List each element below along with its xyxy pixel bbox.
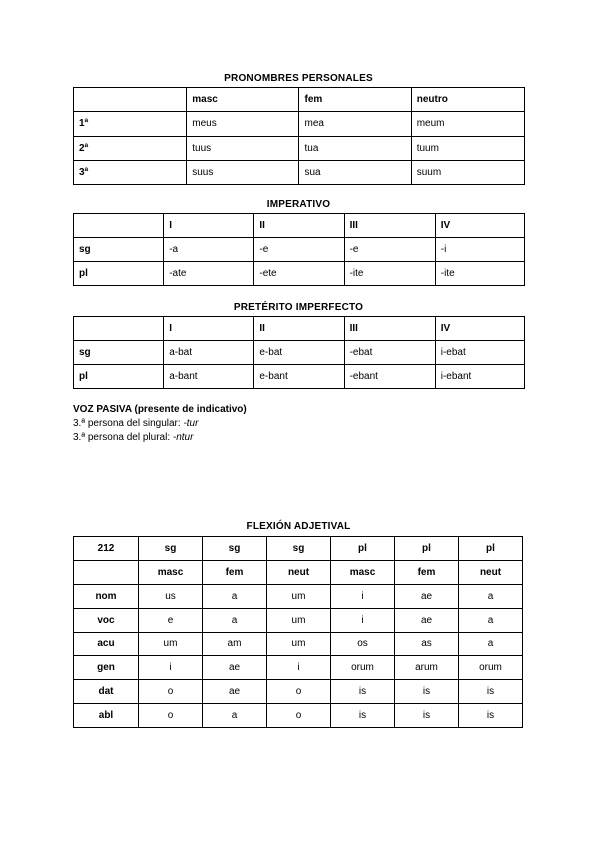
header-cell (74, 88, 187, 112)
pronombres-table (73, 87, 525, 185)
table-cell: o (139, 680, 203, 704)
voz-pasiva-singular (73, 418, 198, 429)
header-cell: III (344, 214, 435, 238)
voz-pasiva-plural (73, 432, 193, 443)
table-cell: a-bat (164, 341, 254, 365)
table-cell: ae (203, 680, 267, 704)
table-cell: i (139, 656, 203, 680)
table-cell: meum (411, 112, 524, 136)
header-cell: masc (187, 88, 299, 112)
table-row (74, 341, 525, 365)
header-cell: pl (395, 537, 459, 561)
voz-plural-label: 3.ª persona del plural: (73, 432, 173, 443)
table-cell: -ebat (344, 341, 435, 365)
header-cell: sg (203, 537, 267, 561)
header-cell: neutro (411, 88, 524, 112)
header-cell: sg (267, 537, 331, 561)
table-cell: suus (187, 160, 299, 184)
table-row (74, 365, 525, 389)
table-cell: e (139, 608, 203, 632)
header-cell: I (164, 317, 254, 341)
table-cell: -ate (164, 262, 254, 286)
header-cell: masc (139, 560, 203, 584)
table-row (74, 608, 523, 632)
table-cell: e-bant (254, 365, 344, 389)
table-cell: am (203, 632, 267, 656)
table-cell: is (395, 680, 459, 704)
table-cell: orum (331, 656, 395, 680)
table-cell: i (267, 656, 331, 680)
table-header-row (74, 214, 525, 238)
table-cell: sua (299, 160, 411, 184)
row-header-cell: nom (74, 584, 139, 608)
table-cell: a-bant (164, 365, 254, 389)
table-cell: mea (299, 112, 411, 136)
table-header-row (74, 317, 525, 341)
header-cell (74, 560, 139, 584)
table-header-row (74, 88, 525, 112)
table-cell: arum (395, 656, 459, 680)
imperativo-title: IMPERATIVO (266, 199, 331, 210)
pronombres-title: PRONOMBRES PERSONALES (224, 73, 373, 84)
table-cell: is (395, 704, 459, 728)
table-cell: i-ebat (435, 341, 524, 365)
row-header-cell: 2ª (74, 136, 187, 160)
row-header-cell: 1ª (74, 112, 187, 136)
voz-singular-value: -tur (183, 418, 199, 429)
header-cell: neut (267, 560, 331, 584)
table-cell: us (139, 584, 203, 608)
header-cell: neut (459, 560, 523, 584)
table-cell: is (459, 704, 523, 728)
preterito-title: PRETÉRITO IMPERFECTO (233, 302, 364, 313)
table-row (74, 680, 523, 704)
header-cell: sg (139, 537, 203, 561)
row-header-cell: pl (74, 365, 164, 389)
table-cell: is (459, 680, 523, 704)
header-cell: fem (395, 560, 459, 584)
table-cell: -ete (254, 262, 344, 286)
table-cell: -i (435, 238, 524, 262)
table-row (74, 160, 525, 184)
table-header-row (74, 560, 523, 584)
header-cell: I (164, 214, 254, 238)
header-cell: 212 (74, 537, 139, 561)
table-cell: a (203, 704, 267, 728)
table-cell: i (331, 608, 395, 632)
table-cell: a (459, 632, 523, 656)
header-cell (74, 214, 164, 238)
table-cell: is (331, 704, 395, 728)
flexion-table (73, 536, 523, 728)
table-cell: um (267, 632, 331, 656)
row-header-cell: dat (74, 680, 139, 704)
header-cell: II (254, 317, 344, 341)
table-cell: um (139, 632, 203, 656)
table-cell: o (267, 704, 331, 728)
header-cell (74, 317, 164, 341)
header-cell: III (344, 317, 435, 341)
header-cell: pl (331, 537, 395, 561)
voz-singular-label: 3.ª persona del singular: (73, 418, 184, 429)
table-cell: -a (164, 238, 254, 262)
table-cell: a (203, 608, 267, 632)
table-header-row (74, 537, 523, 561)
table-cell: -ite (344, 262, 435, 286)
table-cell: -e (254, 238, 344, 262)
header-cell: IV (435, 317, 524, 341)
voz-plural-value: -ntur (172, 432, 194, 443)
row-header-cell: gen (74, 656, 139, 680)
table-row (74, 704, 523, 728)
table-cell: -e (344, 238, 435, 262)
table-cell: i (331, 584, 395, 608)
header-cell: masc (331, 560, 395, 584)
header-cell: IV (435, 214, 524, 238)
preterito-table (73, 316, 525, 389)
table-cell: tuus (187, 136, 299, 160)
row-header-cell: acu (74, 632, 139, 656)
table-cell: e-bat (254, 341, 344, 365)
table-cell: -ite (435, 262, 524, 286)
table-cell: a (203, 584, 267, 608)
table-cell: meus (187, 112, 299, 136)
row-header-cell: voc (74, 608, 139, 632)
table-cell: o (267, 680, 331, 704)
table-cell: is (331, 680, 395, 704)
table-cell: ae (203, 656, 267, 680)
table-cell: a (459, 608, 523, 632)
table-cell: a (459, 584, 523, 608)
table-cell: o (139, 704, 203, 728)
row-header-cell: pl (74, 262, 164, 286)
header-cell: pl (459, 537, 523, 561)
header-cell: fem (299, 88, 411, 112)
table-row (74, 112, 525, 136)
table-row (74, 262, 525, 286)
table-cell: i-ebant (435, 365, 524, 389)
row-header-cell: 3ª (74, 160, 187, 184)
table-cell: -ebant (344, 365, 435, 389)
flexion-title: FLEXIÓN ADJETIVAL (246, 521, 351, 532)
row-header-cell: sg (74, 341, 164, 365)
row-header-cell: abl (74, 704, 139, 728)
table-cell: orum (459, 656, 523, 680)
voz-pasiva-title: VOZ PASIVA (presente de indicativo) (73, 404, 247, 415)
table-cell: um (267, 584, 331, 608)
table-cell: as (395, 632, 459, 656)
table-row (74, 238, 525, 262)
table-row (74, 632, 523, 656)
header-cell: II (254, 214, 344, 238)
table-cell: um (267, 608, 331, 632)
imperativo-table (73, 213, 525, 286)
table-cell: ae (395, 584, 459, 608)
header-cell: fem (203, 560, 267, 584)
table-cell: ae (395, 608, 459, 632)
table-row (74, 584, 523, 608)
table-cell: tua (299, 136, 411, 160)
table-cell: suum (411, 160, 524, 184)
row-header-cell: sg (74, 238, 164, 262)
table-cell: tuum (411, 136, 524, 160)
table-row (74, 136, 525, 160)
table-row (74, 656, 523, 680)
table-cell: os (331, 632, 395, 656)
